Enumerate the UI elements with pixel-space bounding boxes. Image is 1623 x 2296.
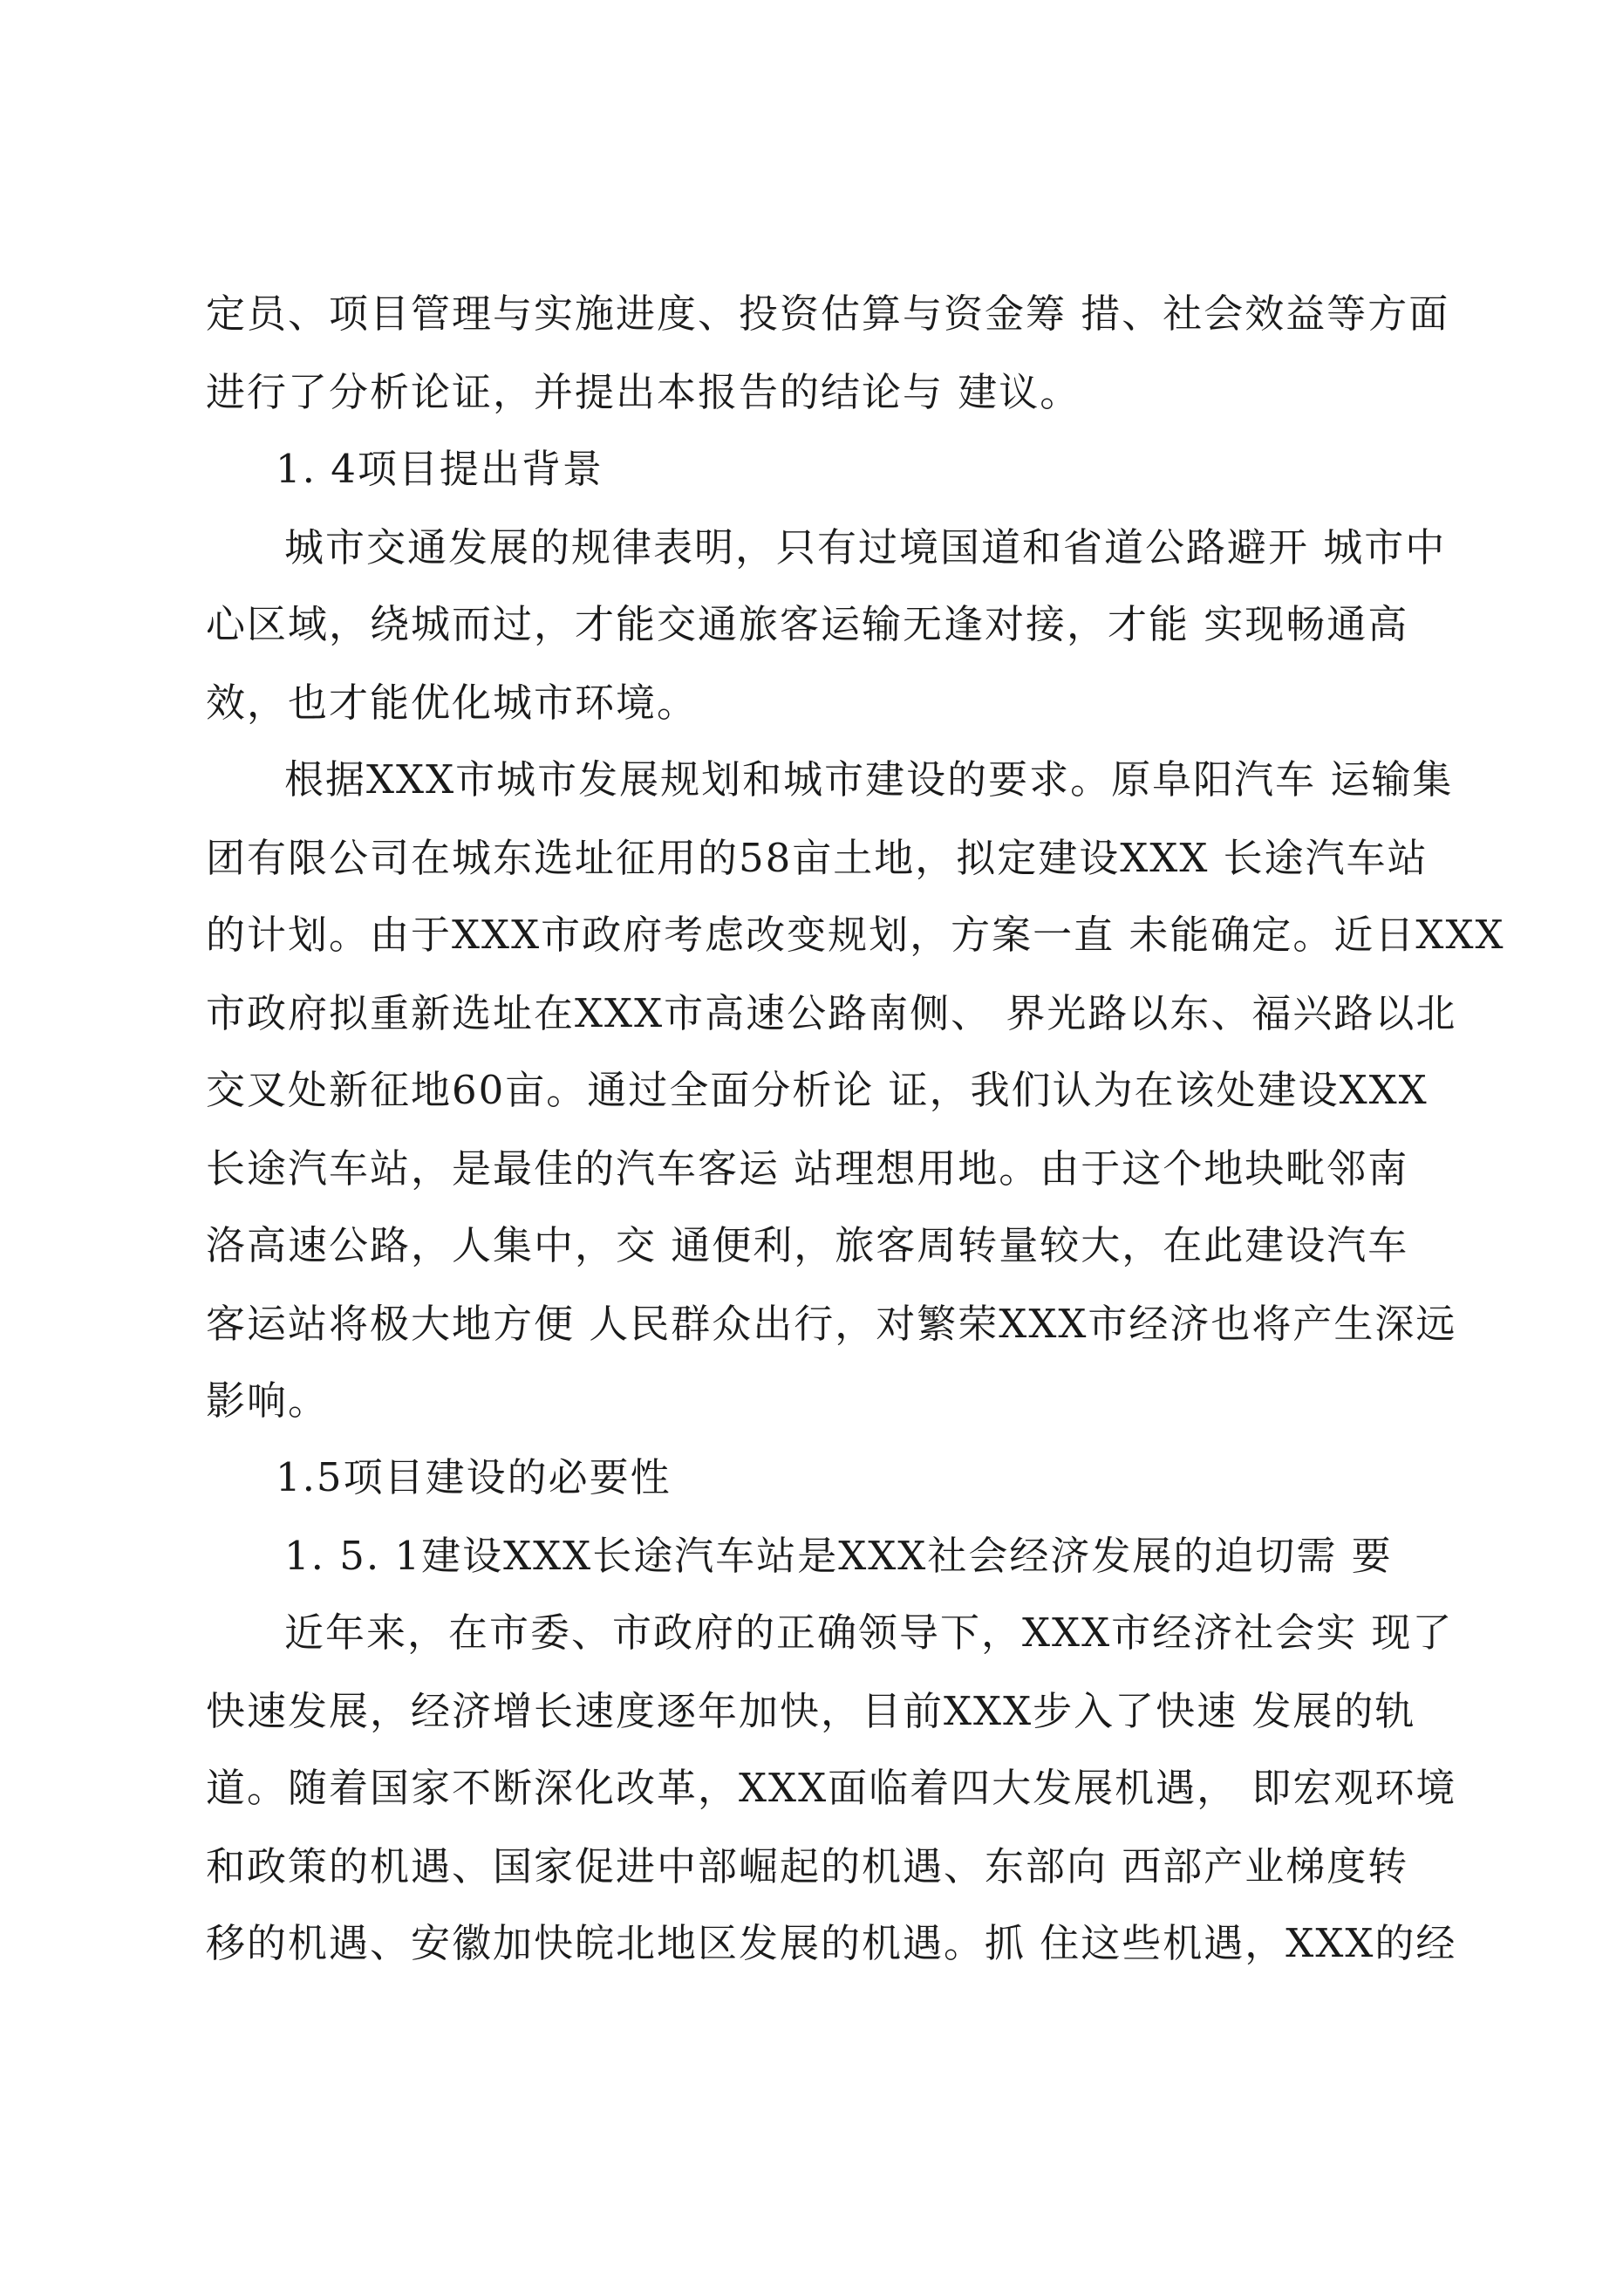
body-line: 团有限公司在城东选址征用的58亩土地，拟定建设XXX 长途汽车站 xyxy=(206,835,1429,881)
body-line: 道。随着国家不断深化改革，XXX面临着四大发展机遇， 即宏观环境 xyxy=(206,1765,1457,1811)
body-line: 洛高速公路，人集中，交 通便利，旅客周转量较大，在此建设汽车 xyxy=(206,1222,1409,1268)
body-line: 效，也才能优化城市环境。 xyxy=(206,680,699,726)
body-line: 交叉处新征地60亩。通过全面分析论 证，我们认为在该处建设XXX xyxy=(206,1067,1429,1113)
subsection-heading: 1. 5. 1建设XXX长途汽车站是XXX社会经济发展的迫切需 要 xyxy=(284,1533,1393,1579)
body-line: 城市交通发展的规律表明，只有过境国道和省道公路避开 城市中 xyxy=(284,524,1447,571)
body-line: 近年来，在市委、市政府的正确领导下，XXX市经济社会实 现了 xyxy=(284,1609,1454,1656)
body-line: 定员、项目管理与实施进度、投资估算与资金筹 措、社会效益等方面 xyxy=(206,290,1450,337)
body-line: 影响。 xyxy=(206,1377,330,1424)
body-line: 根据XXX市城市发展规划和城市建设的要求。原阜阳汽车 运输集 xyxy=(284,756,1454,803)
body-line: 的计划。由于XXX市政府考虑改变规划，方案一直 未能确定。近日XXX xyxy=(206,912,1505,958)
body-line: 移的机遇、安徽加快皖北地区发展的机遇。抓 住这些机遇，XXX的经 xyxy=(206,1920,1457,1966)
body-line: 快速发展，经济增长速度逐年加快，目前XXX步入了快速 发展的轨 xyxy=(206,1688,1416,1734)
section-heading: 1.5项目建设的必要性 xyxy=(276,1454,672,1500)
body-line: 进行了分析论证，并提出本报告的结论与 建议。 xyxy=(206,369,1081,415)
body-line: 心区域，绕城而过，才能交通旅客运输无逢对接，才能 实现畅通高 xyxy=(206,601,1409,647)
body-line: 市政府拟重新选址在XXX市高速公路南侧、 界光路以东、福兴路以北 xyxy=(206,990,1457,1036)
section-heading: 1. 4项目提出背景 xyxy=(276,446,604,492)
body-line: 和政策的机遇、国家促进中部崛起的机遇、东部向 西部产业梯度转 xyxy=(206,1843,1409,1889)
body-line: 长途汽车站，是最佳的汽车客运 站理想用地。由于这个地块毗邻南 xyxy=(206,1145,1409,1192)
body-line: 客运站将极大地方便 人民群众出行，对繁荣XXX市经济也将产生深远 xyxy=(206,1301,1457,1347)
